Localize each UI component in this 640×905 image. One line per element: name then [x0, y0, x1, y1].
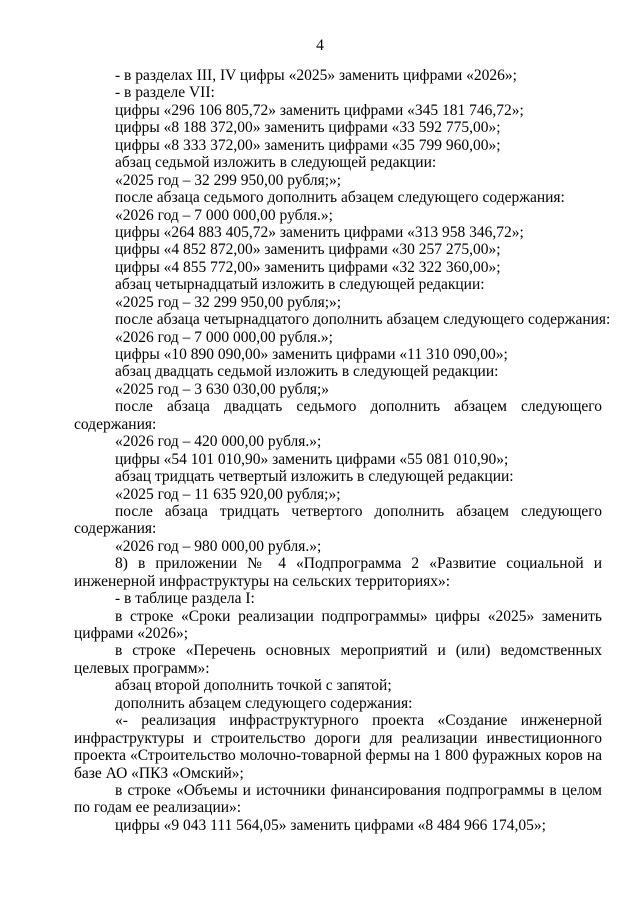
text-line: «2025 год – 32 299 950,00 рубля;»; [115, 171, 342, 189]
text-line: после абзаца двадцать седьмого дополнить абзацем следующего [115, 398, 602, 416]
text-line: целевых программ»: [74, 659, 210, 677]
text-line: проекта «Строительство молочно-товарной фермы на 1 800 фуражных коров на [74, 747, 602, 765]
text-line: «2026 год – 420 000,00 рубля.»; [115, 433, 322, 451]
text-line: содержания: [74, 415, 157, 433]
text-line: цифры «9 043 111 564,05» заменить цифрами «8 484 966 174,05»; [115, 816, 546, 834]
text-line: после абзаца седьмого дополнить абзацем следующего содержания: [115, 189, 565, 207]
text-line: 8) в приложении № 4 «Подпрограмма 2 «Развитие социальной и [115, 555, 602, 573]
text-line: в строке «Объемы и источники финансирования подпрограммы в целом [115, 781, 602, 799]
text-line: базе АО «ПКЗ «Омский»; [74, 764, 244, 782]
text-line: «2026 год – 980 000,00 рубля.»; [115, 537, 322, 555]
text-line: «2025 год – 32 299 950,00 рубля;»; [115, 293, 342, 311]
text-line: инфраструктуры и строительство дороги для реализации инвестиционного [74, 729, 602, 747]
text-line: цифры «8 188 372,00» заменить цифрами «33 592 775,00»; [115, 119, 501, 137]
text-line: абзац второй дополнить точкой с запятой; [115, 677, 392, 695]
document-body [74, 67, 611, 834]
text-line: цифры «4 852 872,00» заменить цифрами «30 257 275,00»; [115, 241, 501, 259]
text-line: цифры «54 101 010,90» заменить цифрами «55 081 010,90»; [115, 450, 509, 468]
text-line: абзац двадцать седьмой изложить в следующей редакции: [115, 363, 499, 381]
text-line: цифры «10 890 090,00» заменить цифрами «11 310 090,00»; [115, 346, 508, 363]
text-line: цифры «8 333 372,00» заменить цифрами «35 799 960,00»; [115, 136, 501, 154]
text-line: «2026 год – 7 000 000,00 рубля.»; [115, 206, 333, 224]
text-line: инженерной инфраструктуры на сельских территориях»: [74, 572, 451, 590]
text-line: цифры «4 855 772,00» заменить цифрами «32 322 360,00»; [115, 258, 501, 276]
text-line: «2025 год – 11 635 920,00 рубля;»; [115, 485, 341, 503]
text-line: дополнить абзацем следующего содержания: [115, 694, 413, 712]
text-line: - в разделах III, IV цифры «2025» заменить цифрами «2026»; [115, 67, 517, 84]
text-line: цифры «264 883 405,72» заменить цифрами «313 958 346,72»; [115, 223, 524, 241]
text-line: в строке «Перечень основных мероприятий и (или) ведомственных [115, 642, 602, 660]
text-line: после абзаца четырнадцатого дополнить абзацем следующего содержания: [115, 311, 611, 329]
text-line: абзац тридцать четвертый изложить в следующей редакции: [115, 468, 514, 486]
text-line: содержания: [74, 520, 157, 538]
text-line: «2025 год – 3 630 030,00 рубля;» [115, 380, 330, 398]
text-line: по годам ее реализации»: [74, 799, 242, 817]
text-line: в строке «Сроки реализации подпрограммы» цифры «2025» заменить [115, 607, 602, 625]
text-line: - в разделе VII: [115, 84, 215, 102]
text-line: цифры «296 106 805,72» заменить цифрами «345 181 746,72»; [115, 101, 524, 119]
text-line: после абзаца тридцать четвертого дополнить абзацем следующего [115, 502, 602, 520]
text-line: абзац седьмой изложить в следующей редакции: [115, 154, 437, 172]
text-line: цифрами «2026»; [74, 625, 189, 642]
text-line: - в таблице раздела I: [115, 590, 255, 608]
text-line: «2026 год – 7 000 000,00 рубля.»; [115, 328, 333, 346]
text-line: абзац четырнадцатый изложить в следующей редакции: [115, 276, 485, 294]
page-number: 4 [316, 37, 324, 54]
text-line: «- реализация инфраструктурного проекта «Создание инженерной [115, 712, 602, 730]
